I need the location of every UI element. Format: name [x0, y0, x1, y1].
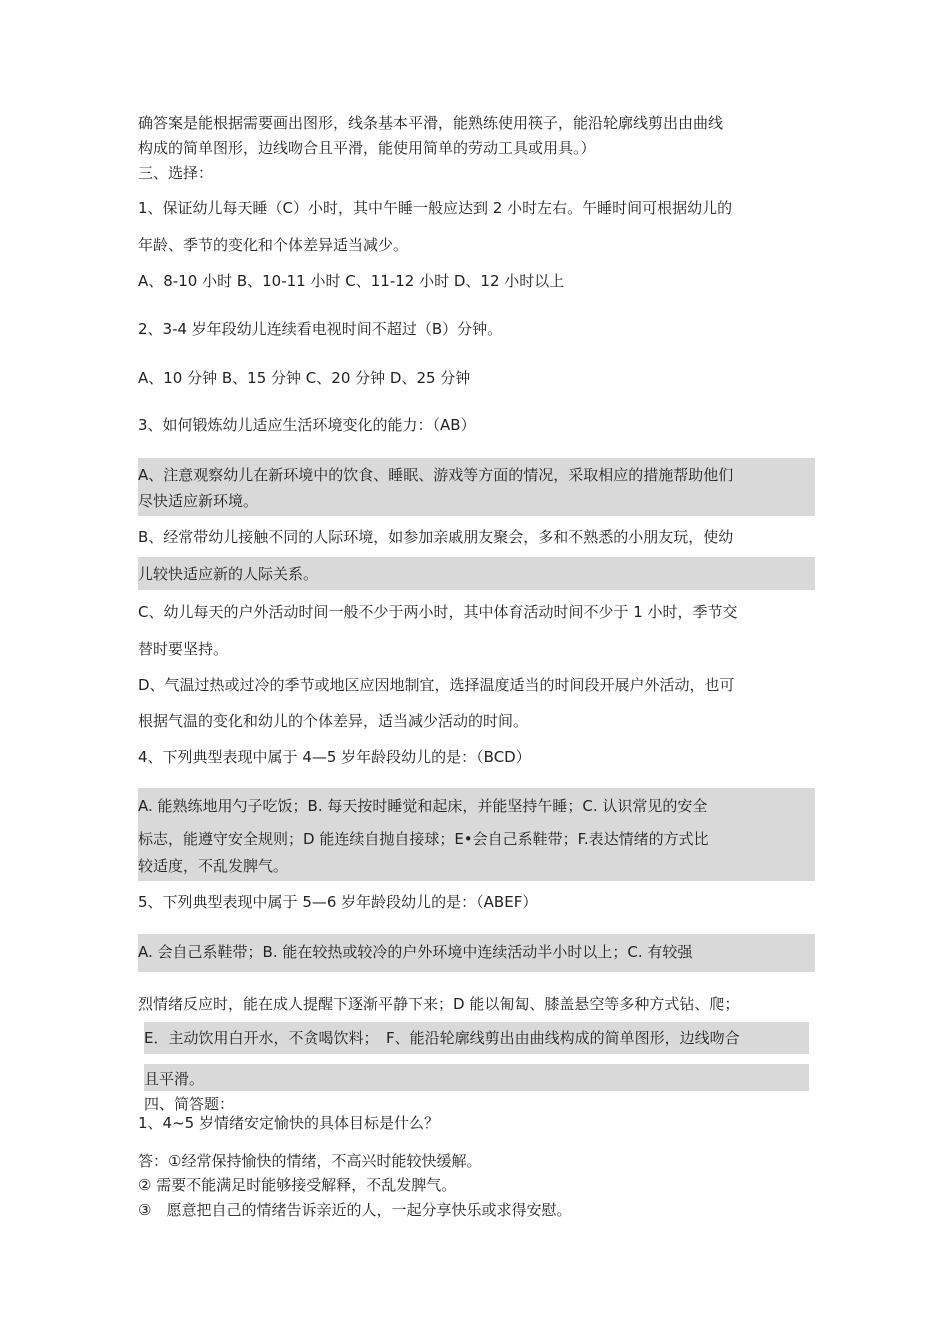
question-text: 1、保证幼儿每天睡（C）小时，其中午睡一般应达到 2 小时左右。午睡时间可根据幼儿的 [138, 199, 733, 217]
question-text: 2、3-4 岁年段幼儿连续看电视时间不超过（B）分钟。 [138, 320, 503, 338]
question-text: 1、4~5 岁情绪安定愉快的具体目标是什么？ [138, 1114, 439, 1132]
question-text: 5、下列典型表现中属于 5—6 岁年龄段幼儿的是：（ABEF） [138, 893, 538, 911]
text-line: 构成的简单图形，边线吻合且平滑，能使用简单的劳动工具或用具。） [138, 139, 596, 157]
text-line: B、经常带幼儿接触不同的人际环境，如参加亲戚朋友聚会，多和不熟悉的小朋友玩，使幼 [138, 528, 734, 546]
section-heading: 三、选择： [138, 164, 214, 182]
text-line: 且平滑。 [144, 1070, 205, 1088]
text-line: E．主动饮用白开水，不贪喝饮料； F、能沿轮廓线剪出由曲线构成的简单图形，边线吻合 [144, 1029, 740, 1047]
answer-text: ② 需要不能满足时能够接受解释，不乱发脾气。 [138, 1176, 457, 1194]
section-heading: 四、简答题： [144, 1095, 235, 1113]
answer-text: ③ 愿意把自己的情绪告诉亲近的人，一起分享快乐或求得安慰。 [138, 1201, 572, 1219]
answer-text: 答：①经常保持愉快的情绪，不高兴时能较快缓解。 [138, 1152, 482, 1170]
text-line: A、注意观察幼儿在新环境中的饮食、睡眠、游戏等方面的情况，采取相应的措施帮助他们 [138, 466, 734, 484]
answer-options: A、8-10 小时 B、10-11 小时 C、11-12 小时 D、12 小时以上 [138, 272, 565, 290]
question-text: 3、如何锻炼幼儿适应生活环境变化的能力：（AB） [138, 416, 476, 434]
text-line: D、气温过热或过冷的季节或地区应因地制宜，选择温度适当的时间段开展户外活动，也可 [138, 676, 735, 694]
text-line: 年龄、季节的变化和个体差异适当减少。 [138, 236, 409, 254]
text-line: A. 会自己系鞋带；B. 能在较热或较冷的户外环境中连续活动半小时以上；C. 有较强 [138, 943, 693, 961]
answer-options: A、10 分钟 B、15 分钟 C、20 分钟 D、25 分钟 [138, 369, 471, 387]
text-line: C、幼儿每天的户外活动时间一般不少于两小时，其中体育活动时间不少于 1 小时，季节交 [138, 603, 738, 621]
question-text: 4、下列典型表现中属于 4—5 岁年龄段幼儿的是：（BCD） [138, 748, 531, 766]
highlight-band [144, 1064, 809, 1091]
text-line: 较适度，不乱发脾气。 [138, 857, 289, 875]
text-line: 尽快适应新环境。 [138, 492, 259, 510]
text-line: 烈情绪反应时，能在成人提醒下逐渐平静下来；D 能以匍匐、膝盖悬空等多种方式钻、爬； [138, 995, 740, 1013]
text-line: 标志，能遵守安全规则；D 能连续自抛自接球；E•会自己系鞋带；F.表达情绪的方式比 [138, 830, 709, 848]
text-line: 儿较快适应新的人际关系。 [138, 565, 319, 583]
text-line: 根据气温的变化和幼儿的个体差异，适当减少活动的时间。 [138, 712, 529, 730]
text-line: A. 能熟练地用勺子吃饭；B. 每天按时睡觉和起床，并能坚持午睡；C. 认识常见的安全 [138, 797, 708, 815]
text-line: 替时要坚持。 [138, 640, 229, 658]
text-line: 确答案是能根据需要画出图形，线条基本平滑，能熟练使用筷子，能沿轮廓线剪出由曲线 [138, 114, 724, 132]
